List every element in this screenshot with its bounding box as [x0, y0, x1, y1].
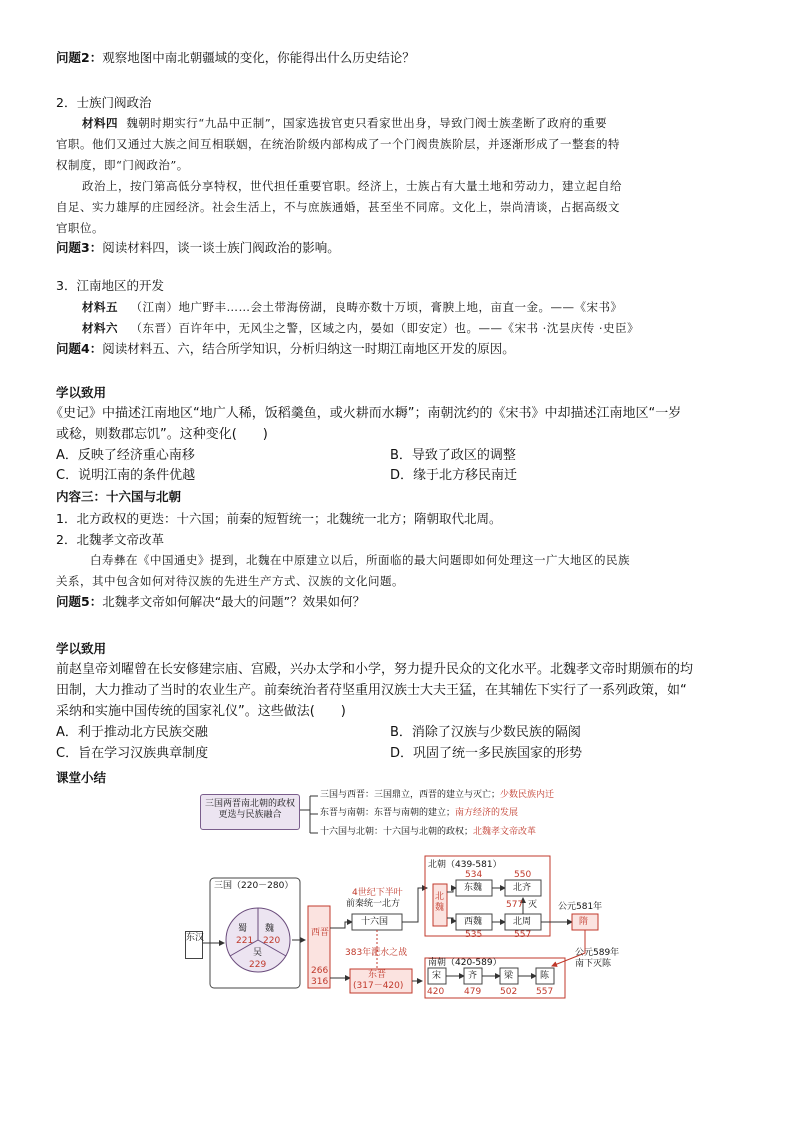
dongjin-years: (317－420)	[353, 981, 404, 991]
material-5-text: （江南）地广野丰……会土带海傍湖，良畴亦数十万顷，膏腴上地，亩直一金。——《宋书》	[130, 300, 623, 314]
shu-year: 221	[236, 936, 254, 946]
nanchao-title: 南朝（420-589）	[428, 958, 502, 968]
feishui-label	[345, 948, 407, 959]
branch-2-label: 东晋与南朝：东晋与南朝的建立；	[320, 808, 456, 818]
exercise-2-option-d[interactable]: D．巩固了统一多民族国家的形势	[390, 746, 583, 761]
beiqi-year: 550	[514, 870, 532, 880]
exercise-1-option-c[interactable]: C．说明江南的条件优越	[56, 468, 196, 483]
qi-label: 齐	[468, 971, 478, 981]
content-3-material-1: 白寿彝在《中国通史》提到，北魏在中原建立以后，所面临的最大问题即如何处理这一广大地区的民族	[90, 553, 630, 567]
exercise-1-line-1: 《史记》中描述江南地区“地广人稀，饭稻羹鱼，或火耕而水耨”；南朝沈约的《宋书》中却描述江南地区“一岁	[50, 406, 682, 421]
beiwei-label: 北魏	[435, 892, 445, 913]
beizhou-year: 557	[514, 930, 532, 940]
question-5	[56, 592, 754, 612]
question-2-text: 观察地图中南北朝疆域的变化，你能得出什么历史结论？	[102, 50, 415, 65]
material-4-line-3: 权制度，即“门阀政治”。	[56, 158, 189, 172]
section-2-title: 2．士族门阀政治	[56, 95, 152, 110]
xijin-label: 西晋	[311, 928, 330, 938]
exercise-1-heading: 学以致用	[56, 385, 107, 400]
chen-label: 陈	[540, 971, 550, 981]
xijin-year-start: 266	[311, 966, 329, 976]
qianqin-line-1: 4世纪下半叶	[352, 888, 403, 898]
wei-label: 魏	[265, 924, 275, 934]
branch-3	[320, 827, 536, 838]
material-6-label: 材料六	[82, 321, 118, 335]
song-year: 420	[427, 987, 445, 997]
exercise-1-option-d[interactable]: D．缘于北方移民南迁	[390, 468, 518, 483]
exercise-2-option-c[interactable]: C．旨在学习汉族典章制度	[56, 746, 209, 761]
miechen-line-1: 公元589年	[575, 948, 620, 958]
mie-label: 灭	[528, 900, 538, 910]
material-5	[82, 297, 754, 317]
branch-2	[320, 808, 518, 819]
material-4-line-6: 官职位。	[56, 221, 104, 235]
material-4-line-2: 官职。他们又通过大族之间互相联姻，在统治阶级内部构成了一个门阀贵族阶层，并逐渐形成了一整套的特	[56, 137, 620, 151]
main-topic-line-2: 更迭与民族融合	[218, 810, 282, 820]
exercise-1-option-b[interactable]: B．导致了政区的调整	[390, 448, 516, 463]
material-4-label: 材料四	[82, 116, 118, 130]
chen-year: 557	[536, 987, 554, 997]
branch-3-label: 十六国与北朝：十六国与北朝的政权；	[320, 827, 474, 837]
material-5-label: 材料五	[82, 300, 118, 314]
wu-year: 229	[249, 960, 267, 970]
question-5-text: 北魏孝文帝如何解决“最大的问题”？效果如何？	[102, 594, 366, 609]
liang-label: 梁	[504, 971, 514, 981]
beizhou-label: 北周	[513, 917, 532, 927]
material-4-text-1: 魏朝时期实行“九品中正制”，国家选拔官吏只看家世出身，导致门阀士族垄断了政府的重要	[126, 116, 608, 130]
shu-label: 蜀	[238, 924, 248, 934]
question-2	[56, 48, 754, 68]
feishui-text: 383年淝水之战	[345, 948, 408, 958]
question-4-text: 阅读材料五、六，结合所学知识，分析归纳这一时期江南地区开发的原因。	[102, 341, 515, 356]
liang-year: 502	[500, 987, 518, 997]
exercise-2-heading: 学以致用	[56, 641, 107, 656]
material-6	[82, 318, 754, 338]
xiwei-label: 西魏	[464, 917, 483, 927]
wu-label: 吴	[253, 948, 263, 958]
branch-1-label: 三国与西晋：三国鼎立，西晋的建立与灭亡；	[320, 790, 501, 800]
question-3	[56, 238, 754, 258]
branch-2-highlight: 南方经济的发展	[455, 808, 519, 818]
donghan-label: 东汉	[186, 933, 205, 943]
material-4-line-1	[82, 113, 754, 133]
branch-1	[320, 790, 554, 801]
exercise-2-option-b[interactable]: B．消除了汉族与少数民族的隔阂	[390, 725, 581, 740]
sanguo-title: 三国（220－280）	[214, 881, 294, 891]
question-4-label: 问题4：	[56, 341, 103, 356]
beichao-title: 北朝（439-581）	[428, 860, 502, 870]
summary-diagram	[180, 788, 620, 1003]
exercise-2-line-3: 采纳和实施中国传统的国家礼仪”。这些做法( )	[56, 704, 346, 719]
xiwei-year: 535	[465, 930, 483, 940]
exercise-2-line-2: 田制，大力推动了当时的农业生产。前秦统治者苻坚重用汉族士大夫王猛，在其辅佐下实行了一系列政策，如“	[56, 683, 687, 698]
material-4-line-4: 政治上，按门第高低分享特权，世代担任重要官职。经济上，士族占有大量土地和劳动力，建立起自给	[82, 179, 622, 193]
main-topic-box	[200, 794, 300, 830]
donghan-box	[185, 931, 203, 959]
qianqin-line-2: 前秦统一北方	[346, 899, 401, 909]
exercise-2-line-1: 前赵皇帝刘曜曾在长安修建宗庙、宫殿，兴办太学和小学，努力提升民众的文化水平。北魏孝文帝时期颁布的均	[56, 662, 694, 677]
dongwei-label: 东魏	[464, 883, 483, 893]
content-3-line-1: 1．北方政权的更迭：十六国；前秦的短暂统一；北魏统一北方；隋朝取代北周。	[56, 511, 502, 526]
qi-year: 479	[464, 987, 482, 997]
miechen-line-2: 南下灭陈	[575, 959, 612, 969]
content-3-heading: 内容三：十六国与北朝	[56, 489, 182, 504]
question-2-label: 问题2：	[56, 50, 103, 65]
sui-label: 隋	[579, 917, 589, 927]
exercise-2-option-a[interactable]: A．利于推动北方民族交融	[56, 725, 208, 740]
main-topic-line-1: 三国两晋南北朝的政权	[204, 799, 295, 809]
mie-year: 577	[506, 900, 524, 910]
exercise-1-line-2: 或稔，则数郡忘饥”。这种变化( )	[56, 427, 268, 442]
branch-3-highlight: 北魏孝文帝改革	[473, 827, 537, 837]
question-3-label: 问题3：	[56, 240, 103, 255]
exercise-1-option-a[interactable]: A．反映了经济重心南移	[56, 448, 195, 463]
wei-year: 220	[263, 936, 281, 946]
sui-year-label: 公元581年	[558, 902, 603, 912]
dongjin-label: 东晋	[368, 970, 387, 980]
content-3-line-2: 2．北魏孝文帝改革	[56, 532, 164, 547]
question-4	[56, 339, 754, 359]
material-6-text: （东晋）百许年中，无风尘之警，区域之内，晏如（即安定）也。——《宋书 ·沈昙庆传 ·史臣》	[130, 321, 640, 335]
branch-1-highlight: 少数民族内迁	[500, 790, 555, 800]
beiqi-label: 北齐	[513, 883, 532, 893]
dongwei-year: 534	[465, 870, 483, 880]
question-5-label: 问题5：	[56, 594, 103, 609]
content-3-material-2: 关系，其中包含如何对待汉族的先进生产方式、汉族的文化问题。	[56, 574, 404, 588]
summary-heading: 课堂小结	[56, 770, 107, 785]
shiliuguo-label: 十六国	[361, 917, 389, 927]
material-4-line-5: 自足、实力雄厚的庄园经济。社会生活上，不与庶族通婚，甚至坐不同席。文化上，崇尚清谈，占据高级文	[56, 200, 620, 214]
question-3-text: 阅读材料四，谈一谈士族门阀政治的影响。	[102, 240, 340, 255]
xijin-year-end: 316	[311, 977, 329, 987]
section-3-title: 3．江南地区的开发	[56, 278, 164, 293]
branch-brace	[298, 796, 318, 833]
song-label: 宋	[432, 971, 442, 981]
